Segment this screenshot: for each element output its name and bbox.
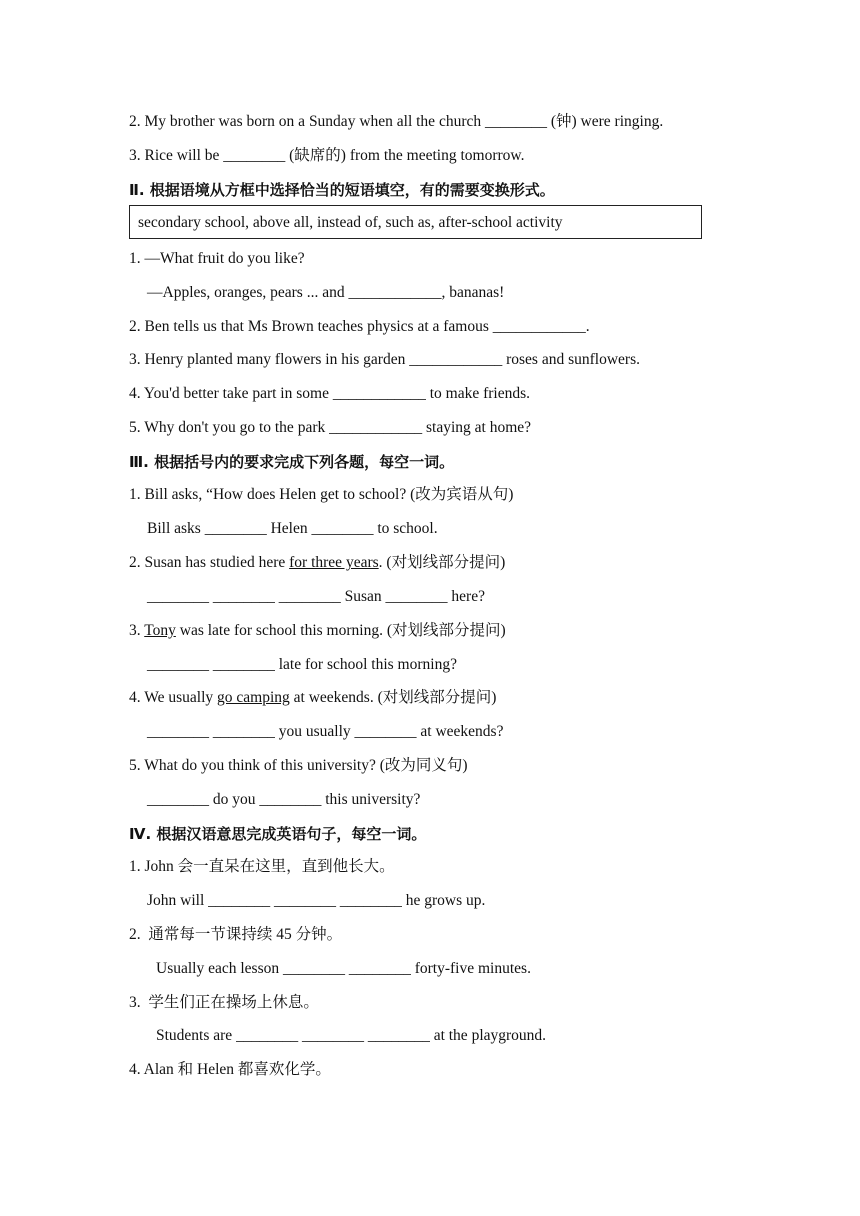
s3-q2-underlined: for three years [289, 554, 379, 571]
s3-q3-text: was late for school this morning. (对划线部分提问) [175, 622, 506, 639]
s3-question-5: 5. What do you think of this university? (改为同义句) [129, 757, 468, 774]
s2-question-2: 2. Ben tells us that Ms Brown teaches physics at a famous ____________. [129, 318, 590, 335]
s3-answer-5: ________ do you ________ this university? [147, 791, 421, 808]
s3-q4-text: 4. We usually [129, 689, 218, 706]
s4-answer-3: Students are ________ ________ ________ at the playground. [156, 1027, 547, 1044]
s3-q3-underlined: Tony [144, 622, 176, 639]
word-box [129, 205, 702, 239]
s3-answer-1: Bill asks ________ Helen ________ to school. [147, 520, 438, 537]
s2-question-3: 3. Henry planted many flowers in his garden ____________ roses and sunflowers. [129, 351, 640, 368]
s4-question-4: 4. Alan 和 Helen 都喜欢化学。 [129, 1061, 331, 1078]
s3-q3-number: 3. [129, 622, 145, 639]
s1-question-3: 3. Rice will be ________ (缺席的) from the meeting tomorrow. [129, 147, 525, 164]
s1-question-2: 2. My brother was born on a Sunday when all the church ________ (钟) were ringing. [129, 113, 664, 130]
s3-answer-4: ________ ________ you usually ________ at weekends? [147, 723, 504, 740]
s3-question-4 [129, 688, 496, 708]
s4-question-1: 1. John 会一直呆在这里，直到他长大。 [129, 858, 395, 875]
s3-question-3 [129, 621, 506, 641]
s4-question-3: 3. 学生们正在操场上休息。 [129, 994, 319, 1011]
section-4-heading: Ⅳ. 根据汉语意思完成英语句子，每空一词。 [129, 825, 427, 843]
s3-question-2 [129, 553, 505, 573]
s3-q4-instruction: at weekends. (对划线部分提问) [289, 689, 497, 706]
s3-answer-3: ________ ________ late for school this morning? [147, 656, 457, 673]
s3-question-1: 1. Bill asks, “How does Helen get to school? (改为宾语从句) [129, 486, 514, 503]
s2-question-4: 4. You'd better take part in some ____________ to make friends. [129, 385, 530, 402]
s3-answer-2: ________ ________ ________ Susan ________ here? [147, 588, 485, 605]
s4-answer-1: John will ________ ________ ________ he grows up. [147, 892, 486, 909]
s2-question-1-reply: —Apples, oranges, pears ... and ____________, bananas! [147, 284, 505, 301]
s2-question-5: 5. Why don't you go to the park ____________ staying at home? [129, 419, 532, 436]
section-2-heading: Ⅱ. 根据语境从方框中选择恰当的短语填空，有的需要变换形式。 [129, 181, 555, 199]
s4-question-2: 2. 通常每一节课持续 45 分钟。 [129, 926, 343, 943]
word-box-text: secondary school, above all, instead of, such as, after-school activity [138, 214, 563, 231]
s2-question-1: 1. —What fruit do you like? [129, 250, 305, 267]
s4-answer-2: Usually each lesson ________ ________ forty-five minutes. [156, 960, 531, 977]
s3-q2-text: 2. Susan has studied here [129, 554, 290, 571]
s3-q4-underlined: go camping [217, 689, 290, 706]
section-3-heading: Ⅲ. 根据括号内的要求完成下列各题，每空一词。 [129, 453, 455, 471]
s3-q2-instruction: . (对划线部分提问) [378, 554, 506, 571]
